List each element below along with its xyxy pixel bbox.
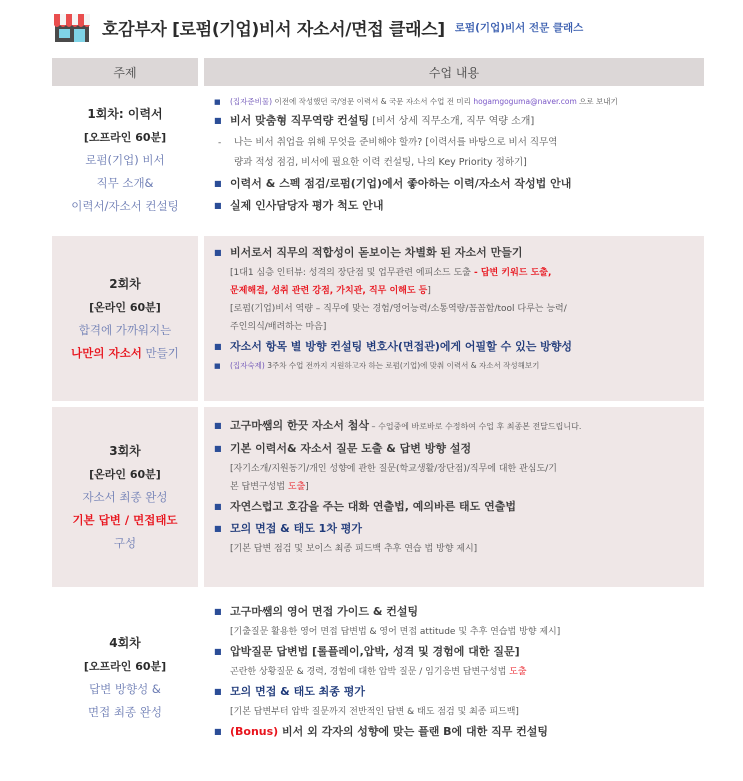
bullet-icon: ■: [214, 524, 222, 533]
session-title: 4회차: [109, 636, 141, 650]
list-item: [212, 110, 696, 133]
table-row: [52, 236, 704, 401]
session-title: 3회차: [109, 443, 141, 458]
item-detail: [기본 답변 점검 및 보이스 최종 피드백 추후 연습 법 방향 제시]: [230, 544, 478, 554]
session-desc: 답변 방향성 &: [89, 682, 161, 696]
session-1-content: [204, 90, 704, 230]
item-text: 비서 맞춤형 직무역량 컨설팅: [230, 114, 369, 127]
page-header: [52, 8, 712, 46]
list-subitem: [212, 133, 696, 173]
table-row: [52, 593, 704, 763]
bullet-icon: ■: [214, 444, 222, 453]
item-text: 기본 이력서& 자소서 질문 도출 & 답변 방향 설정: [230, 442, 472, 455]
bullet-icon: ■: [214, 607, 222, 616]
session-desc: 이력서/자소서 컨설팅: [71, 198, 179, 213]
item-detail: 본 답변구성법 도출]: [230, 482, 309, 492]
item-detail: [기출질문 활용한 영어 면접 답변법 & 영어 면접 attitude 및 추후 연습법 방향 제시]: [230, 627, 561, 637]
dash-icon: -: [218, 138, 222, 148]
item-detail: [비서 상세 직무소개, 직무 역량 소개]: [369, 116, 535, 127]
list-item: [212, 415, 696, 438]
bullet-icon: ■: [214, 201, 222, 210]
session-desc: 합격에 가까워지는: [78, 322, 172, 337]
shop-icon: [52, 11, 92, 43]
item-text: 압박질문 답변법 [롤플레이,압박, 성격 및 경험에 대한 질문]: [230, 645, 520, 658]
bullet-icon: ■: [214, 362, 221, 370]
item-text: 나는 비서 취업을 위해 무엇을 준비해야 할까? [이력서를 바탕으로 비서 직무역: [234, 137, 558, 148]
bullet-icon: ■: [214, 98, 221, 106]
session-title: 1회차: 이력서: [87, 106, 163, 121]
session-desc-highlight: 나만의 자소서: [71, 345, 142, 360]
item-text: 모의 면접 & 태도 최종 평가: [230, 685, 365, 698]
table-header-row: [52, 58, 704, 86]
list-item: [212, 721, 696, 743]
list-item: [212, 496, 696, 518]
bullet-icon: ■: [214, 502, 222, 511]
session-title: 2회차: [109, 276, 141, 291]
session-desc: 로펌(기업) 비서: [85, 152, 165, 167]
list-item: [212, 681, 696, 703]
list-item: [212, 601, 696, 623]
session-3-content: [204, 407, 704, 587]
item-text: 자연스럽고 호감을 주는 대화 연출법, 예의바른 태도 연출법: [230, 500, 517, 513]
page-title: 호감부자 [로펌(기업)비서 자소서/면접 클래스]: [102, 19, 445, 40]
bullet-icon: ■: [214, 421, 222, 430]
item-detail: 문제해결, 성취 관련 강점, 가치관, 직무 이해도 등]: [230, 286, 431, 296]
session-2-content: [204, 236, 704, 401]
item-text: 이전에 작성했던 국/영문 이력서 & 국문 자소서 수업 전 미리: [272, 97, 474, 106]
list-item: [212, 518, 696, 540]
bullet-icon: ■: [214, 116, 222, 125]
item-tag: (집자숙제): [230, 361, 265, 370]
session-desc-highlight: 기본 답변 / 면접태도: [72, 512, 178, 527]
item-detail: [기본 답변부터 압박 질문까지 전반적인 답변 & 태도 점검 및 최종 피드백]: [230, 707, 519, 717]
bonus-tag: (Bonus): [230, 725, 279, 738]
session-4-topic: [52, 593, 198, 763]
bullet-icon: ■: [214, 727, 222, 736]
bullet-icon: ■: [214, 342, 222, 351]
session-4-content: [204, 593, 704, 763]
item-text: 으로 보내기: [576, 97, 618, 106]
item-text: 고구마쌤의 한끗 자소서 첨삭: [230, 419, 369, 432]
item-detail: [로펌(기업)비서 역량 – 직무에 맞는 경험/영어능력/소통역량/꼼꼼함/tool 다루는 능력/: [230, 304, 567, 314]
session-3-topic: [52, 407, 198, 587]
item-text: 비서로서 직무의 적합성이 돋보이는 차별화 된 자소서 만들기: [230, 246, 523, 259]
session-1-topic: [52, 90, 198, 230]
session-desc: 면접 최종 완성: [88, 705, 162, 719]
list-item: [212, 438, 696, 460]
class-schedule-table: [52, 58, 704, 769]
list-item: [212, 195, 696, 217]
item-detail: 곤란한 상황질문 & 경력, 경험에 대한 압박 질문 / 임기응변 답변구성법 도출: [230, 667, 527, 677]
bullet-icon: ■: [214, 179, 222, 188]
table-row: [52, 90, 704, 230]
item-text: 량과 적성 점검, 비서에 필요한 이력 컨설팅, 나의 Key Priority 정하기]: [234, 157, 527, 168]
list-item: [212, 242, 696, 264]
session-2-topic: [52, 236, 198, 401]
item-text: 모의 면접 & 태도 1차 평가: [230, 522, 363, 535]
item-text: 고구마쌤의 영어 면접 가이드 & 컨설팅: [230, 605, 419, 618]
list-item: [212, 358, 696, 374]
column-header-topic: 주제: [52, 58, 198, 86]
list-item: [212, 336, 696, 358]
item-detail: – 수업중에 바로바로 수정하여 수업 후 최종본 전달드립니다.: [369, 422, 582, 431]
list-item: [212, 173, 696, 195]
item-text: 자소서 항목 별 방향 컨설팅 변호사(면접관)에게 어필할 수 있는 방향성: [230, 340, 573, 353]
session-mode: [온라인 60분]: [89, 467, 161, 481]
email-link[interactable]: hogamgoguma@naver.com: [473, 97, 577, 106]
session-desc: 만들기: [141, 345, 179, 360]
table-row: [52, 407, 704, 587]
page-subtitle: 로펌(기업)비서 전문 클래스: [454, 21, 584, 34]
session-mode: [오프라인 60분]: [83, 130, 167, 144]
session-desc: 구성: [113, 535, 137, 550]
bullet-icon: ■: [214, 248, 222, 257]
list-item: [212, 94, 696, 110]
item-detail: 주인의식/배려하는 마음]: [230, 322, 327, 332]
list-item: [212, 641, 696, 663]
session-desc: 직무 소개&: [96, 175, 154, 190]
session-mode: [오프라인 60분]: [83, 660, 167, 673]
item-detail: [1대1 심층 인터뷰: 성격의 장단점 및 업무관련 에피소드 도출 - 답변 키워드 도출,: [230, 268, 552, 278]
item-detail: [자기소개/지원동기/개인 성향에 관한 질문(학교생활/장단점)/직무에 대한 관심도/기: [230, 464, 557, 474]
column-header-content: 수업 내용: [204, 58, 704, 86]
session-desc: 자소서 최종 완성: [82, 489, 168, 504]
item-text: 3주차 수업 전까지 지원하고자 하는 로펌(기업)에 맞춰 이력서 & 자소서 작성해보기: [264, 361, 540, 370]
item-tag: (집자준비물): [230, 97, 273, 106]
bullet-icon: ■: [214, 647, 222, 656]
session-mode: [온라인 60분]: [89, 300, 161, 314]
item-text: 비서 외 각자의 성향에 맞는 플랜 B에 대한 직무 컨설팅: [278, 725, 549, 738]
bullet-icon: ■: [214, 687, 222, 696]
item-text: 이력서 & 스펙 점검/로펌(기업)에서 좋아하는 이력/자소서 작성법 안내: [230, 177, 572, 190]
item-text: 실제 인사담당자 평가 척도 안내: [230, 199, 384, 212]
